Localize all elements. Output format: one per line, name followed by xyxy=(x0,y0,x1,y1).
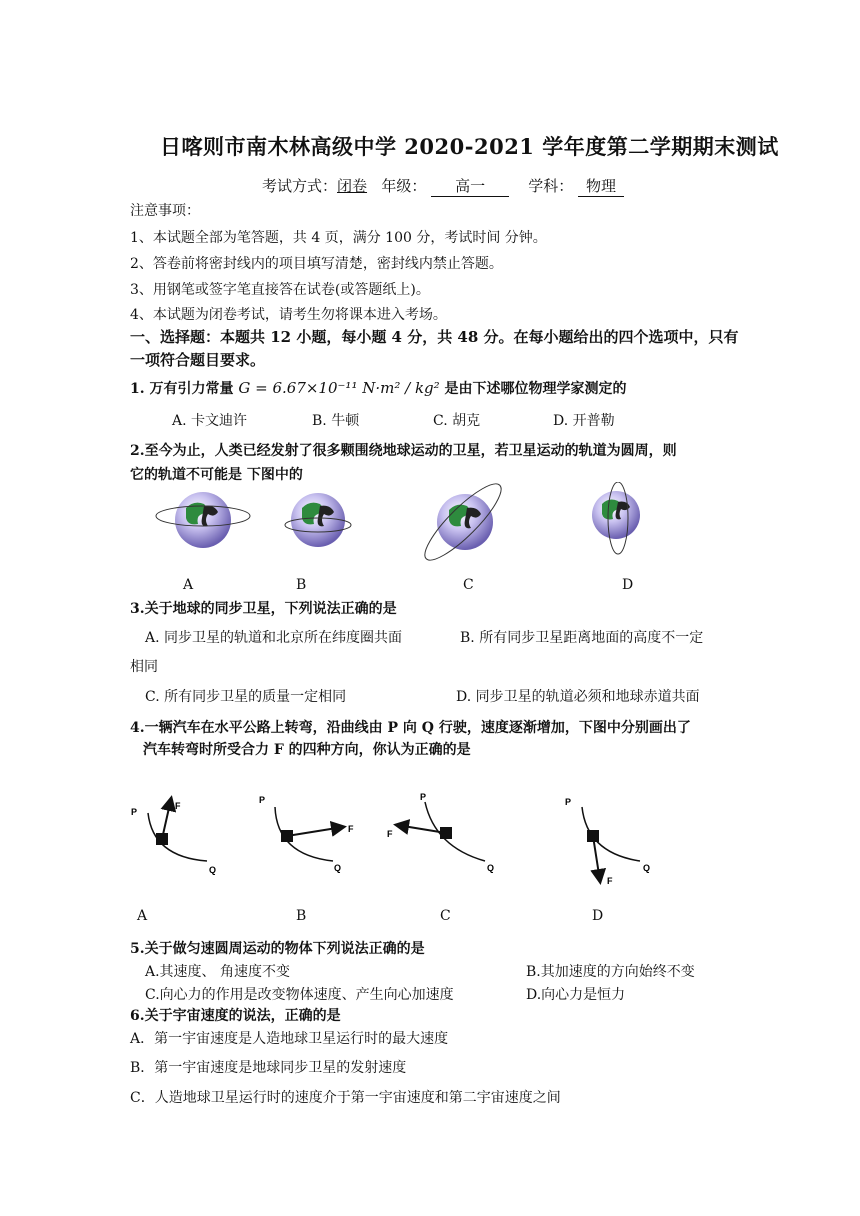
label-q: Q xyxy=(209,865,217,875)
exam-mode-value: 闭卷 xyxy=(337,177,368,195)
note-item: 2、答卷前将密封线内的项目填写清楚，密封线内禁止答题。 xyxy=(130,256,503,272)
q6-option-c: C．人造地球卫星运行时的速度介于第一宇宙速度和第二宇宙速度之间 xyxy=(130,1090,561,1106)
page-title: 日喀则市南木林高级中学 2020-2021 学年度第二学期期末测试 xyxy=(160,134,779,159)
exam-mode-label: 考试方式： xyxy=(262,177,338,195)
q6-option-a: A．第一宇宙速度是人造地球卫星运行时的最大速度 xyxy=(130,1031,449,1047)
subject-label: 学科： xyxy=(528,177,574,195)
question-2-cont: 它的轨道不可能是 下图中的 xyxy=(130,467,303,483)
question-4-cont: 汽车转弯时所受合力 F 的四种方向，你认为正确的是 xyxy=(143,742,471,758)
q1-prefix: 1. 万有引力常量 xyxy=(130,381,234,397)
q1-suffix: 是由下述哪位物理学家测定的 xyxy=(444,381,627,397)
label-q: Q xyxy=(487,863,495,873)
q3-option-c: C. 所有同步卫星的质量一定相同 xyxy=(145,689,347,705)
q1-option-b: B. 牛顿 xyxy=(312,413,360,429)
question-5: 5.关于做匀速圆周运动的物体下列说法正确的是 xyxy=(130,941,425,957)
label-p: P xyxy=(565,797,572,807)
q6-option-b: B．第一宇宙速度是地球同步卫星的发射速度 xyxy=(130,1060,407,1076)
label-p: P xyxy=(420,792,427,802)
force-diagram-c xyxy=(387,792,494,873)
q2-label-d: D xyxy=(622,577,634,593)
question-4: 4.一辆汽车在水平公路上转弯，沿曲线由 P 向 Q 行驶，速度逐渐增加，下图中分别画出了 xyxy=(130,720,691,736)
q5-option-c: C.向心力的作用是改变物体速度、产生向心加速度 xyxy=(145,987,454,1003)
note-item: 4、本试题为闭卷考试，请考生勿将课本进入考场。 xyxy=(130,307,447,323)
note-item: 3、用钢笔或签字笔直接答在试卷(或答题纸上)。 xyxy=(130,282,430,298)
q5-option-b: B.其加速度的方向始终不变 xyxy=(526,964,695,980)
force-diagram-d xyxy=(565,797,650,886)
section-heading: 一、选择题：本题共 12 小题，每小题 4 分，共 48 分。在每小题给出的四个选项中，只有 xyxy=(130,328,739,346)
label-f: F xyxy=(387,829,393,839)
question-3: 3.关于地球的同步卫星，下列说法正确的是 xyxy=(130,601,397,617)
q2-label-b: B xyxy=(296,577,307,593)
q4-label-a: A xyxy=(137,908,148,924)
q1-formula: G = 6.67×10⁻¹¹ N·m² / kg² xyxy=(238,379,440,397)
q5-option-d: D.向心力是恒力 xyxy=(526,987,626,1003)
q3-option-b-cont: 相同 xyxy=(130,659,158,675)
question-6: 6.关于宇宙速度的说法，正确的是 xyxy=(130,1008,341,1024)
label-f: F xyxy=(348,824,354,834)
label-p: P xyxy=(259,795,266,805)
globe-d xyxy=(592,482,640,554)
globe-c xyxy=(416,482,509,569)
exam-info xyxy=(262,175,624,197)
force-diagram-a xyxy=(131,799,216,875)
section-heading-cont: 一项符合题目要求。 xyxy=(130,351,266,369)
q1-option-c: C. 胡克 xyxy=(433,413,481,429)
globe-a xyxy=(156,492,250,548)
q2-label-c: C xyxy=(463,577,474,593)
q2-label-a: A xyxy=(183,577,194,593)
grade-label: 年级： xyxy=(381,177,427,195)
globe-b xyxy=(285,493,351,547)
notes-heading: 注意事项： xyxy=(130,203,200,219)
q3-option-a: A. 同步卫星的轨道和北京所在纬度圈共面 xyxy=(145,630,403,646)
question-2: 2.至今为止，人类已经发射了很多颗围绕地球运动的卫星，若卫星运动的轨道为圆周，则 xyxy=(130,443,677,459)
label-p: P xyxy=(131,807,138,817)
label-f: F xyxy=(607,876,613,886)
q1-option-d: D. 开普勒 xyxy=(553,413,615,429)
q1-option-a: A. 卡文迪许 xyxy=(172,413,248,429)
label-q: Q xyxy=(643,863,651,873)
q3-option-d: D. 同步卫星的轨道必须和地球赤道共面 xyxy=(456,689,700,705)
q4-label-d: D xyxy=(592,908,604,924)
q3-option-b: B. 所有同步卫星距离地面的高度不一定 xyxy=(460,630,704,646)
q5-option-a: A.其速度、 角速度不变 xyxy=(145,964,291,980)
grade-value: 高一 xyxy=(431,175,509,197)
q4-force-figures xyxy=(125,785,665,890)
label-f: F xyxy=(175,801,181,811)
force-diagram-b xyxy=(259,795,354,873)
q4-label-b: B xyxy=(296,908,307,924)
q2-globe-figures xyxy=(140,482,700,572)
question-1 xyxy=(130,378,627,398)
subject-value: 物理 xyxy=(578,175,624,197)
label-q: Q xyxy=(334,863,342,873)
q4-label-c: C xyxy=(440,908,451,924)
note-item: 1、本试题全部为笔答题，共 4 页，满分 100 分，考试时间 分钟。 xyxy=(130,230,547,246)
